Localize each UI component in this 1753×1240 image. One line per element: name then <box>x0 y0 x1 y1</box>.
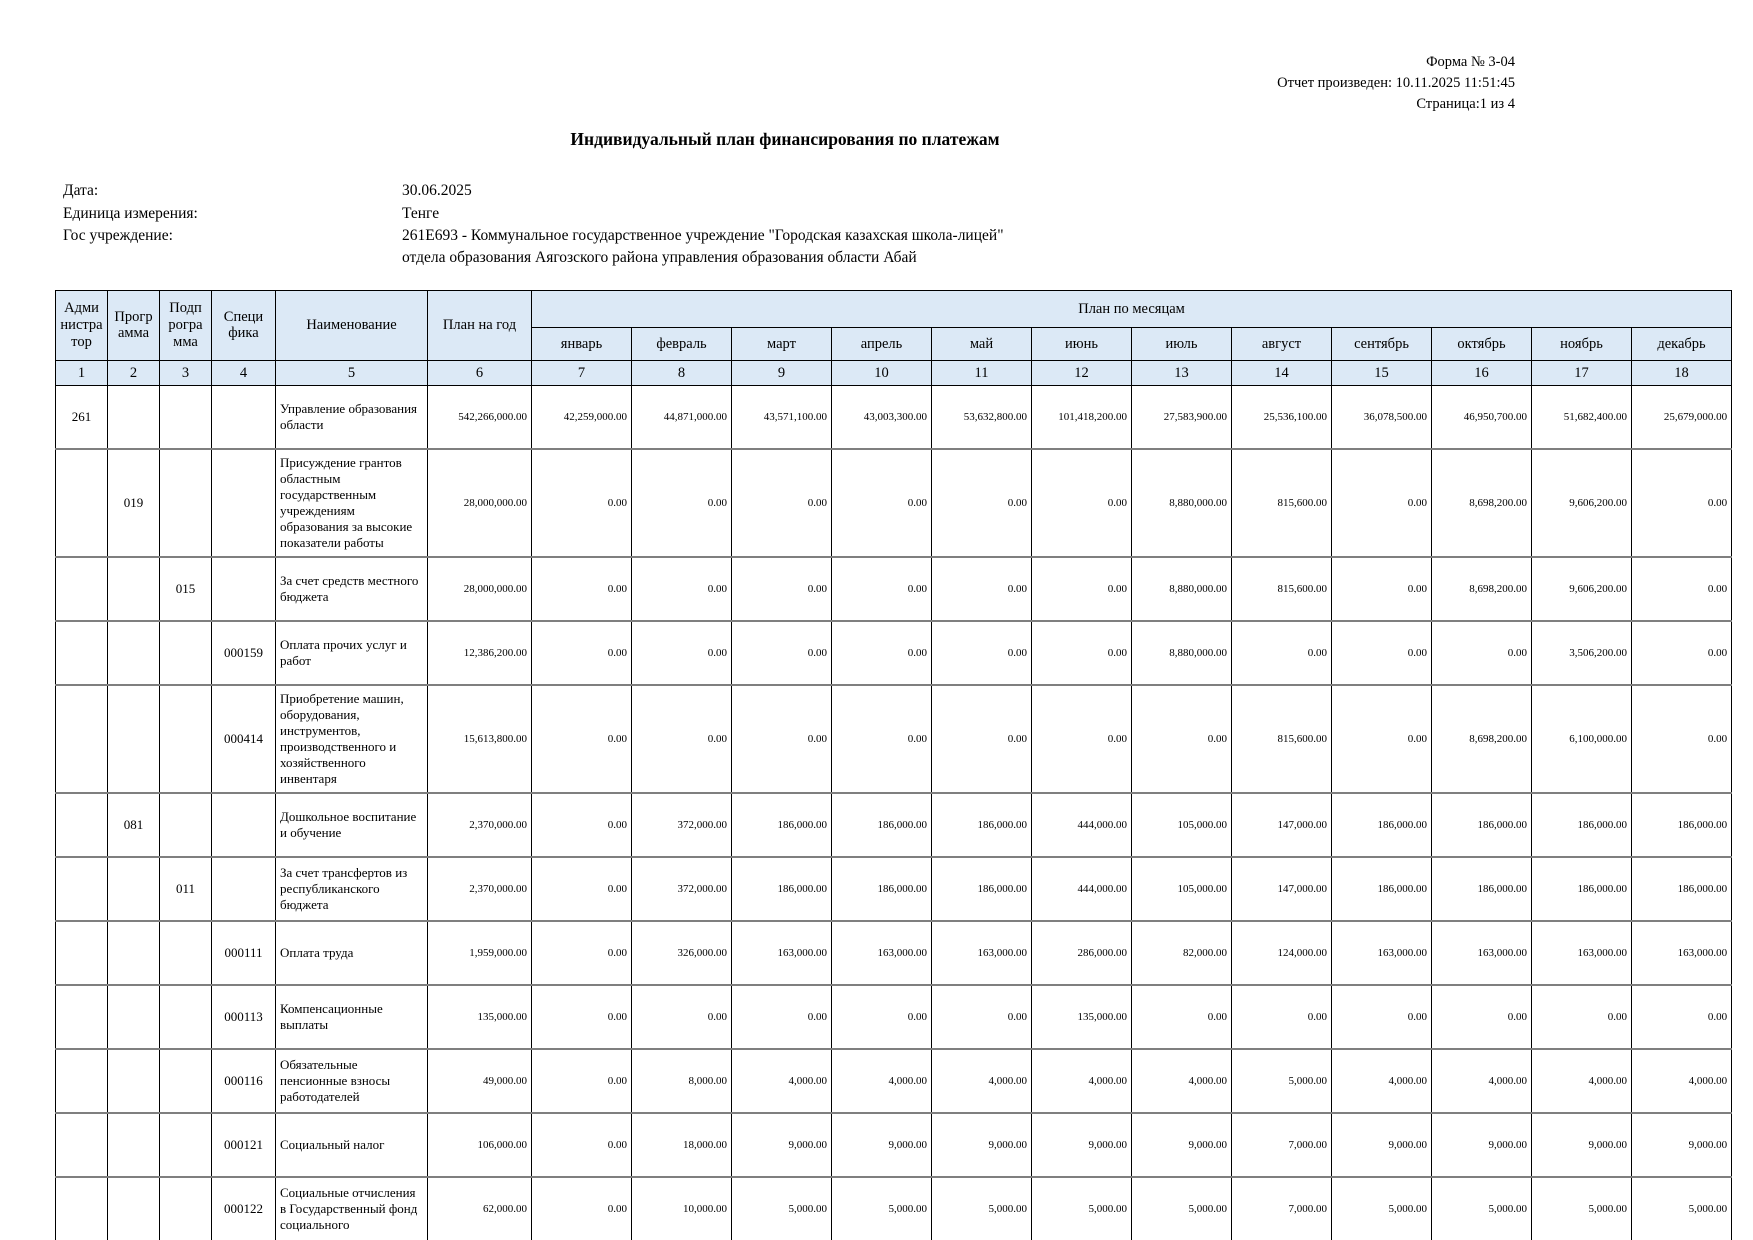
cell-administrator <box>56 449 108 557</box>
cell-month-11: 163,000.00 <box>1532 921 1632 985</box>
month-header-6: июнь <box>1032 327 1132 360</box>
month-header-1: январь <box>532 327 632 360</box>
cell-month-10: 0.00 <box>1432 985 1532 1049</box>
cell-month-9: 163,000.00 <box>1332 921 1432 985</box>
cell-month-11: 3,506,200.00 <box>1532 621 1632 685</box>
page-number: Страница:1 из 4 <box>1416 96 1515 113</box>
cell-year-plan: 2,370,000.00 <box>428 793 532 857</box>
cell-month-7: 82,000.00 <box>1132 921 1232 985</box>
col-header-subprogram: Подп рогра мма <box>160 290 212 360</box>
cell-month-3: 5,000.00 <box>732 1177 832 1240</box>
cell-month-12: 25,679,000.00 <box>1632 385 1732 449</box>
cell-month-2: 372,000.00 <box>632 793 732 857</box>
cell-subprogram: 011 <box>160 857 212 921</box>
cell-month-12: 9,000.00 <box>1632 1113 1732 1177</box>
cell-specifics <box>212 557 276 621</box>
cell-month-5: 0.00 <box>932 685 1032 793</box>
cell-name: Социальные отчисления в Государственный фонд социального <box>276 1177 428 1240</box>
cell-month-2: 0.00 <box>632 557 732 621</box>
cell-year-plan: 28,000,000.00 <box>428 449 532 557</box>
cell-month-11: 9,606,200.00 <box>1532 557 1632 621</box>
cell-name: Присуждение грантов областным государственным учреждениям образования за высокие показатели работы <box>276 449 428 557</box>
cell-month-8: 7,000.00 <box>1232 1113 1332 1177</box>
cell-program <box>108 857 160 921</box>
cell-specifics <box>212 857 276 921</box>
cell-month-5: 0.00 <box>932 449 1032 557</box>
column-number-10: 10 <box>832 360 932 385</box>
cell-administrator <box>56 1177 108 1240</box>
cell-month-2: 326,000.00 <box>632 921 732 985</box>
cell-month-5: 0.00 <box>932 621 1032 685</box>
cell-program <box>108 1113 160 1177</box>
table-row <box>56 385 1732 449</box>
cell-year-plan: 1,959,000.00 <box>428 921 532 985</box>
cell-month-6: 0.00 <box>1032 621 1132 685</box>
cell-month-3: 186,000.00 <box>732 793 832 857</box>
cell-year-plan: 62,000.00 <box>428 1177 532 1240</box>
cell-month-8: 25,536,100.00 <box>1232 385 1332 449</box>
cell-month-12: 0.00 <box>1632 621 1732 685</box>
financing-table <box>55 290 1732 1240</box>
cell-administrator <box>56 985 108 1049</box>
cell-month-2: 18,000.00 <box>632 1113 732 1177</box>
cell-program <box>108 985 160 1049</box>
cell-name: За счет трансфертов из республиканского бюджета <box>276 857 428 921</box>
cell-specifics: 000121 <box>212 1113 276 1177</box>
cell-name: Приобретение машин, оборудования, инструментов, производственного и хозяйственного инвентаря <box>276 685 428 793</box>
cell-month-10: 8,698,200.00 <box>1432 557 1532 621</box>
cell-year-plan: 2,370,000.00 <box>428 857 532 921</box>
column-number-2: 2 <box>108 360 160 385</box>
cell-month-4: 4,000.00 <box>832 1049 932 1113</box>
form-meta-block <box>55 52 1515 115</box>
cell-administrator <box>56 685 108 793</box>
cell-month-7: 8,880,000.00 <box>1132 621 1232 685</box>
cell-subprogram <box>160 985 212 1049</box>
cell-month-4: 186,000.00 <box>832 793 932 857</box>
cell-month-4: 0.00 <box>832 985 932 1049</box>
cell-month-2: 0.00 <box>632 685 732 793</box>
cell-month-7: 105,000.00 <box>1132 857 1232 921</box>
column-number-4: 4 <box>212 360 276 385</box>
page-title: Индивидуальный план финансирования по платежам <box>570 129 1000 150</box>
meta-row-institution <box>63 225 1753 270</box>
cell-month-10: 8,698,200.00 <box>1432 449 1532 557</box>
column-number-5: 5 <box>276 360 428 385</box>
cell-name: За счет средств местного бюджета <box>276 557 428 621</box>
month-header-10: октябрь <box>1432 327 1532 360</box>
cell-administrator <box>56 621 108 685</box>
cell-month-3: 0.00 <box>732 557 832 621</box>
cell-month-4: 5,000.00 <box>832 1177 932 1240</box>
cell-program <box>108 921 160 985</box>
cell-subprogram <box>160 385 212 449</box>
cell-month-5: 9,000.00 <box>932 1113 1032 1177</box>
cell-month-1: 0.00 <box>532 921 632 985</box>
cell-specifics: 000113 <box>212 985 276 1049</box>
month-header-7: июль <box>1132 327 1232 360</box>
cell-month-8: 5,000.00 <box>1232 1049 1332 1113</box>
cell-administrator <box>56 857 108 921</box>
cell-month-7: 27,583,900.00 <box>1132 385 1232 449</box>
column-number-1: 1 <box>56 360 108 385</box>
cell-month-10: 186,000.00 <box>1432 793 1532 857</box>
col-header-specifics: Специ фика <box>212 290 276 360</box>
report-generated: Отчет произведен: 10.11.2025 11:51:45 <box>1277 75 1515 92</box>
cell-month-9: 0.00 <box>1332 449 1432 557</box>
table-row <box>56 1113 1732 1177</box>
cell-month-9: 9,000.00 <box>1332 1113 1432 1177</box>
cell-program <box>108 685 160 793</box>
cell-month-8: 815,600.00 <box>1232 685 1332 793</box>
institution-value: 261E693 - Коммунальное государственное учреждение "Городская казахская школа-лицей" отдела образования Аягозского района управления образования области Абай <box>402 226 1004 267</box>
column-number-14: 14 <box>1232 360 1332 385</box>
cell-year-plan: 135,000.00 <box>428 985 532 1049</box>
cell-month-3: 43,571,100.00 <box>732 385 832 449</box>
cell-month-4: 0.00 <box>832 685 932 793</box>
date-value: 30.06.2025 <box>402 182 472 200</box>
cell-month-12: 0.00 <box>1632 557 1732 621</box>
cell-month-2: 0.00 <box>632 985 732 1049</box>
cell-month-9: 186,000.00 <box>1332 793 1432 857</box>
cell-name: Социальный налог <box>276 1113 428 1177</box>
cell-month-4: 0.00 <box>832 621 932 685</box>
cell-month-6: 286,000.00 <box>1032 921 1132 985</box>
cell-month-2: 0.00 <box>632 621 732 685</box>
column-number-3: 3 <box>160 360 212 385</box>
cell-specifics: 000116 <box>212 1049 276 1113</box>
cell-month-5: 0.00 <box>932 985 1032 1049</box>
cell-month-5: 186,000.00 <box>932 793 1032 857</box>
cell-month-1: 0.00 <box>532 1177 632 1240</box>
cell-month-12: 5,000.00 <box>1632 1177 1732 1240</box>
cell-month-6: 444,000.00 <box>1032 793 1132 857</box>
cell-subprogram <box>160 1177 212 1240</box>
cell-month-11: 9,606,200.00 <box>1532 449 1632 557</box>
cell-month-9: 36,078,500.00 <box>1332 385 1432 449</box>
cell-administrator <box>56 557 108 621</box>
cell-month-10: 8,698,200.00 <box>1432 685 1532 793</box>
cell-month-3: 4,000.00 <box>732 1049 832 1113</box>
cell-month-11: 0.00 <box>1532 985 1632 1049</box>
institution-label: Гос учреждение: <box>63 226 173 244</box>
cell-program <box>108 385 160 449</box>
cell-name: Оплата прочих услуг и работ <box>276 621 428 685</box>
cell-month-10: 0.00 <box>1432 621 1532 685</box>
cell-month-12: 163,000.00 <box>1632 921 1732 985</box>
cell-specifics <box>212 385 276 449</box>
table-row <box>56 621 1732 685</box>
cell-month-1: 0.00 <box>532 685 632 793</box>
cell-month-4: 0.00 <box>832 557 932 621</box>
table-row <box>56 793 1732 857</box>
cell-month-11: 186,000.00 <box>1532 857 1632 921</box>
cell-month-8: 7,000.00 <box>1232 1177 1332 1240</box>
cell-month-9: 4,000.00 <box>1332 1049 1432 1113</box>
cell-month-7: 5,000.00 <box>1132 1177 1232 1240</box>
cell-month-11: 4,000.00 <box>1532 1049 1632 1113</box>
month-header-8: август <box>1232 327 1332 360</box>
month-header-12: декабрь <box>1632 327 1732 360</box>
cell-month-6: 9,000.00 <box>1032 1113 1132 1177</box>
cell-month-4: 43,003,300.00 <box>832 385 932 449</box>
column-number-12: 12 <box>1032 360 1132 385</box>
cell-month-1: 0.00 <box>532 793 632 857</box>
table-row <box>56 685 1732 793</box>
cell-month-1: 0.00 <box>532 1113 632 1177</box>
cell-year-plan: 12,386,200.00 <box>428 621 532 685</box>
cell-month-4: 186,000.00 <box>832 857 932 921</box>
cell-month-4: 0.00 <box>832 449 932 557</box>
cell-month-9: 0.00 <box>1332 685 1432 793</box>
cell-name: Дошкольное воспитание и обучение <box>276 793 428 857</box>
cell-specifics: 000414 <box>212 685 276 793</box>
col-header-name: Наименование <box>276 290 428 360</box>
column-number-16: 16 <box>1432 360 1532 385</box>
column-number-11: 11 <box>932 360 1032 385</box>
cell-year-plan: 49,000.00 <box>428 1049 532 1113</box>
table-row <box>56 985 1732 1049</box>
month-header-3: март <box>732 327 832 360</box>
cell-month-8: 815,600.00 <box>1232 449 1332 557</box>
column-number-17: 17 <box>1532 360 1632 385</box>
cell-month-7: 9,000.00 <box>1132 1113 1232 1177</box>
cell-month-1: 0.00 <box>532 621 632 685</box>
cell-month-6: 0.00 <box>1032 449 1132 557</box>
cell-month-8: 124,000.00 <box>1232 921 1332 985</box>
cell-month-1: 0.00 <box>532 1049 632 1113</box>
cell-month-5: 53,632,800.00 <box>932 385 1032 449</box>
cell-month-7: 0.00 <box>1132 985 1232 1049</box>
table-row <box>56 1177 1732 1240</box>
month-header-5: май <box>932 327 1032 360</box>
cell-name: Компенсационные выплаты <box>276 985 428 1049</box>
cell-name: Оплата труда <box>276 921 428 985</box>
cell-subprogram <box>160 921 212 985</box>
month-header-2: февраль <box>632 327 732 360</box>
unit-value: Тенге <box>402 204 440 222</box>
cell-subprogram <box>160 1113 212 1177</box>
cell-month-1: 0.00 <box>532 557 632 621</box>
cell-month-7: 8,880,000.00 <box>1132 557 1232 621</box>
cell-month-2: 372,000.00 <box>632 857 732 921</box>
cell-administrator <box>56 793 108 857</box>
cell-month-11: 51,682,400.00 <box>1532 385 1632 449</box>
cell-month-11: 5,000.00 <box>1532 1177 1632 1240</box>
meta-block <box>63 180 1753 270</box>
cell-month-1: 0.00 <box>532 857 632 921</box>
cell-month-11: 186,000.00 <box>1532 793 1632 857</box>
col-header-year-plan: План на год <box>428 290 532 360</box>
cell-month-3: 0.00 <box>732 621 832 685</box>
cell-program <box>108 557 160 621</box>
month-header-11: ноябрь <box>1532 327 1632 360</box>
cell-month-10: 46,950,700.00 <box>1432 385 1532 449</box>
column-number-7: 7 <box>532 360 632 385</box>
cell-month-10: 4,000.00 <box>1432 1049 1532 1113</box>
cell-program <box>108 1177 160 1240</box>
cell-month-11: 9,000.00 <box>1532 1113 1632 1177</box>
cell-month-9: 186,000.00 <box>1332 857 1432 921</box>
cell-name: Управление образования области <box>276 385 428 449</box>
cell-subprogram <box>160 685 212 793</box>
cell-month-6: 0.00 <box>1032 557 1132 621</box>
month-header-9: сентябрь <box>1332 327 1432 360</box>
col-header-monthly-plan: План по месяцам <box>532 290 1732 327</box>
column-number-9: 9 <box>732 360 832 385</box>
cell-month-8: 0.00 <box>1232 985 1332 1049</box>
cell-specifics <box>212 449 276 557</box>
cell-month-4: 9,000.00 <box>832 1113 932 1177</box>
cell-month-5: 0.00 <box>932 557 1032 621</box>
table-header-row <box>56 290 1732 327</box>
cell-month-2: 44,871,000.00 <box>632 385 732 449</box>
cell-month-5: 186,000.00 <box>932 857 1032 921</box>
cell-month-10: 186,000.00 <box>1432 857 1532 921</box>
unit-label: Единица измерения: <box>63 204 198 222</box>
column-number-6: 6 <box>428 360 532 385</box>
cell-month-9: 5,000.00 <box>1332 1177 1432 1240</box>
cell-month-1: 0.00 <box>532 449 632 557</box>
cell-specifics <box>212 793 276 857</box>
cell-month-8: 147,000.00 <box>1232 793 1332 857</box>
cell-year-plan: 542,266,000.00 <box>428 385 532 449</box>
cell-month-8: 147,000.00 <box>1232 857 1332 921</box>
cell-month-9: 0.00 <box>1332 985 1432 1049</box>
cell-administrator <box>56 1049 108 1113</box>
cell-month-5: 5,000.00 <box>932 1177 1032 1240</box>
cell-specifics: 000159 <box>212 621 276 685</box>
cell-month-3: 0.00 <box>732 449 832 557</box>
cell-program: 081 <box>108 793 160 857</box>
cell-year-plan: 106,000.00 <box>428 1113 532 1177</box>
cell-month-11: 6,100,000.00 <box>1532 685 1632 793</box>
cell-subprogram <box>160 1049 212 1113</box>
cell-month-6: 4,000.00 <box>1032 1049 1132 1113</box>
cell-month-8: 815,600.00 <box>1232 557 1332 621</box>
cell-month-12: 4,000.00 <box>1632 1049 1732 1113</box>
cell-month-2: 8,000.00 <box>632 1049 732 1113</box>
cell-month-3: 186,000.00 <box>732 857 832 921</box>
cell-month-3: 163,000.00 <box>732 921 832 985</box>
cell-month-12: 186,000.00 <box>1632 857 1732 921</box>
cell-program <box>108 1049 160 1113</box>
cell-month-5: 163,000.00 <box>932 921 1032 985</box>
table-row <box>56 557 1732 621</box>
cell-subprogram: 015 <box>160 557 212 621</box>
cell-month-6: 101,418,200.00 <box>1032 385 1132 449</box>
cell-month-8: 0.00 <box>1232 621 1332 685</box>
cell-month-10: 163,000.00 <box>1432 921 1532 985</box>
cell-month-10: 5,000.00 <box>1432 1177 1532 1240</box>
cell-month-12: 0.00 <box>1632 985 1732 1049</box>
column-numbers-row <box>56 360 1732 385</box>
cell-subprogram <box>160 449 212 557</box>
table-row <box>56 1049 1732 1113</box>
cell-month-3: 9,000.00 <box>732 1113 832 1177</box>
cell-program <box>108 621 160 685</box>
cell-month-6: 135,000.00 <box>1032 985 1132 1049</box>
cell-month-7: 4,000.00 <box>1132 1049 1232 1113</box>
cell-administrator <box>56 1113 108 1177</box>
cell-month-7: 105,000.00 <box>1132 793 1232 857</box>
meta-row-unit <box>63 203 1753 225</box>
cell-administrator: 261 <box>56 385 108 449</box>
col-header-program: Прогр амма <box>108 290 160 360</box>
month-header-4: апрель <box>832 327 932 360</box>
cell-month-1: 0.00 <box>532 985 632 1049</box>
cell-month-3: 0.00 <box>732 985 832 1049</box>
form-number: Форма № 3-04 <box>1426 54 1515 70</box>
cell-month-6: 0.00 <box>1032 685 1132 793</box>
cell-specifics: 000111 <box>212 921 276 985</box>
cell-month-2: 0.00 <box>632 449 732 557</box>
cell-month-6: 444,000.00 <box>1032 857 1132 921</box>
table-row <box>56 921 1732 985</box>
col-header-administrator: Адми нистра тор <box>56 290 108 360</box>
cell-administrator <box>56 921 108 985</box>
cell-month-1: 42,259,000.00 <box>532 385 632 449</box>
column-number-18: 18 <box>1632 360 1732 385</box>
cell-year-plan: 15,613,800.00 <box>428 685 532 793</box>
cell-month-12: 0.00 <box>1632 449 1732 557</box>
cell-month-9: 0.00 <box>1332 621 1432 685</box>
cell-month-9: 0.00 <box>1332 557 1432 621</box>
cell-name: Обязательные пенсионные взносы работодателей <box>276 1049 428 1113</box>
cell-month-3: 0.00 <box>732 685 832 793</box>
cell-year-plan: 28,000,000.00 <box>428 557 532 621</box>
date-label: Дата: <box>63 182 99 200</box>
table-row <box>56 857 1732 921</box>
table-row <box>56 449 1732 557</box>
cell-month-2: 10,000.00 <box>632 1177 732 1240</box>
cell-month-7: 8,880,000.00 <box>1132 449 1232 557</box>
cell-month-10: 9,000.00 <box>1432 1113 1532 1177</box>
page-header <box>0 0 1753 150</box>
cell-month-12: 0.00 <box>1632 685 1732 793</box>
column-number-8: 8 <box>632 360 732 385</box>
meta-row-date <box>63 180 1753 202</box>
cell-month-7: 0.00 <box>1132 685 1232 793</box>
column-number-15: 15 <box>1332 360 1432 385</box>
cell-subprogram <box>160 621 212 685</box>
cell-month-6: 5,000.00 <box>1032 1177 1132 1240</box>
cell-specifics: 000122 <box>212 1177 276 1240</box>
cell-month-12: 186,000.00 <box>1632 793 1732 857</box>
column-number-13: 13 <box>1132 360 1232 385</box>
cell-program: 019 <box>108 449 160 557</box>
cell-month-4: 163,000.00 <box>832 921 932 985</box>
cell-subprogram <box>160 793 212 857</box>
cell-month-5: 4,000.00 <box>932 1049 1032 1113</box>
